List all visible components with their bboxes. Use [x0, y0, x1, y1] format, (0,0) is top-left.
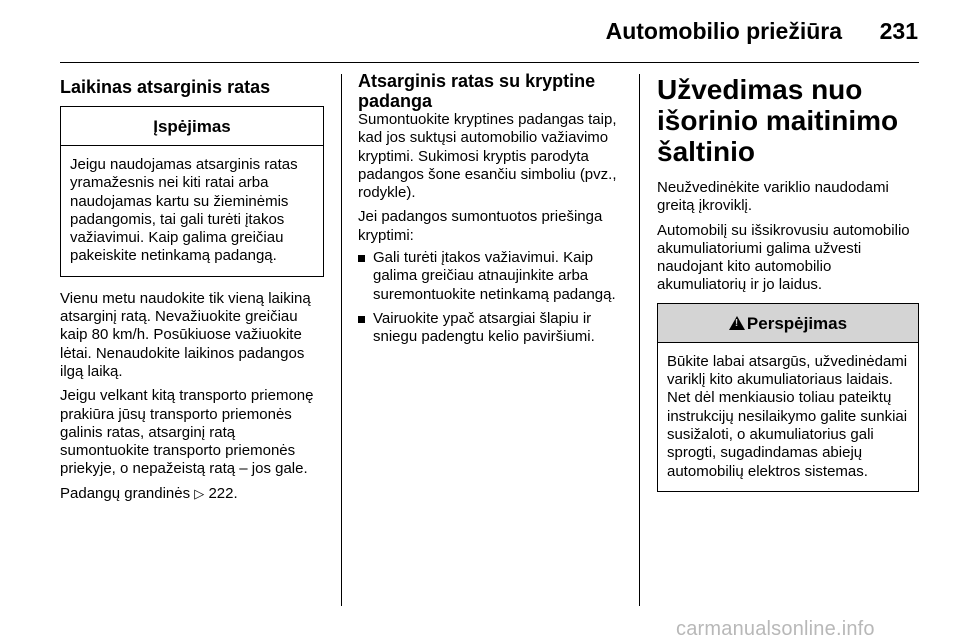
bullet-list	[358, 249, 622, 346]
page-number: 231	[879, 18, 918, 44]
header-rule	[60, 62, 919, 63]
warning-title: Perspėjimas	[746, 313, 848, 333]
warning-body: Būkite labai atsargūs, užvedinėdami variklį kito akumuliatoriaus laidais. Net dėl menkiausio toliau pateiktų instrukcijų nesilaikymo galite sunkiai susižaloti, o akumuliatorius gali sprogti, sugadindamas abiejų automobilių elektros sistemas.	[667, 352, 908, 480]
paragraph: Neužvedinėkite variklio naudodami greitą įkroviklį.	[657, 179, 889, 215]
column-directional-spare	[358, 71, 622, 353]
reference-page-link[interactable]: 222.	[208, 484, 238, 502]
page-header	[0, 0, 960, 60]
list-item: Vairuokite ypač atsargiai šlapiu ir sniegu padengtu kelio paviršiumi.	[358, 310, 622, 347]
caution-body: Jeigu naudojamas atsarginis ratas yramažesnis nei kiti ratai arba naudojamas kartu su žieminėmis padangomis, tai gali turėti įtakos važiavimui. Kaip galima greičiau pakeiskite netinkamą padangą.	[70, 156, 298, 265]
warning-triangle-icon	[729, 316, 745, 330]
column-divider	[639, 74, 640, 606]
paragraph: Jeigu velkant kitą transporto priemonę prakiūra jūsų transporto priemonės galinis ratas, atsarginį ratą sumontuokite transporto priemonės priekyje, o nepažeistą ratą – jos gale.	[60, 387, 314, 478]
square-bullet-icon	[358, 255, 365, 262]
caution-box	[60, 106, 324, 277]
section-heading-jump-start: Užvedimas nuo išorinio maitinimo šaltinio	[657, 74, 899, 167]
caution-title: Įspėjimas	[61, 107, 323, 146]
paragraph: Vienu metu naudokite tik vieną laikiną atsarginį ratą. Nevažiuokite greičiau kaip 80 km/h. Posūkiuose važiuokite lėtai. Nenaudokite laikinos padangos ilgą laiką.	[60, 289, 311, 380]
section-heading-directional-spare: Atsarginis ratas su kryptine padanga	[358, 71, 596, 111]
header-title: Automobilio priežiūra	[605, 18, 842, 44]
list-item: Gali turėti įtakos važiavimui. Kaip galima greičiau atnaujinkite arba suremontuokite netinkamą padangą.	[358, 249, 622, 304]
column-temporary-spare	[60, 74, 324, 503]
paragraph-cross-reference	[60, 485, 324, 503]
reference-text: Padangų grandinės	[60, 484, 191, 502]
paragraph: Automobilį su išsikrovusiu automobilio akumuliatoriumi galima užvesti naudojant kito automobilio akumuliatorių ir jo laidus.	[657, 221, 910, 294]
square-bullet-icon	[358, 316, 365, 323]
section-heading-temporary-spare: Laikinas atsarginis ratas	[60, 77, 271, 97]
paragraph: Jei padangos sumontuotos priešinga kryptimi:	[358, 208, 603, 244]
page-reference-arrow-icon: ▷	[194, 485, 205, 501]
warning-box	[657, 303, 919, 492]
paragraph: Sumontuokite kryptines padangas taip, kad jos suktųsi automobilio važiavimo kryptimi. Sukimosi kryptis parodyta padangos šone esančiu simboliu (pvz., rodykle).	[358, 111, 617, 202]
watermark: carmanualsonline.info	[676, 618, 875, 640]
warning-title-bar	[658, 304, 918, 343]
column-divider	[341, 74, 342, 606]
column-jump-start	[657, 74, 919, 492]
